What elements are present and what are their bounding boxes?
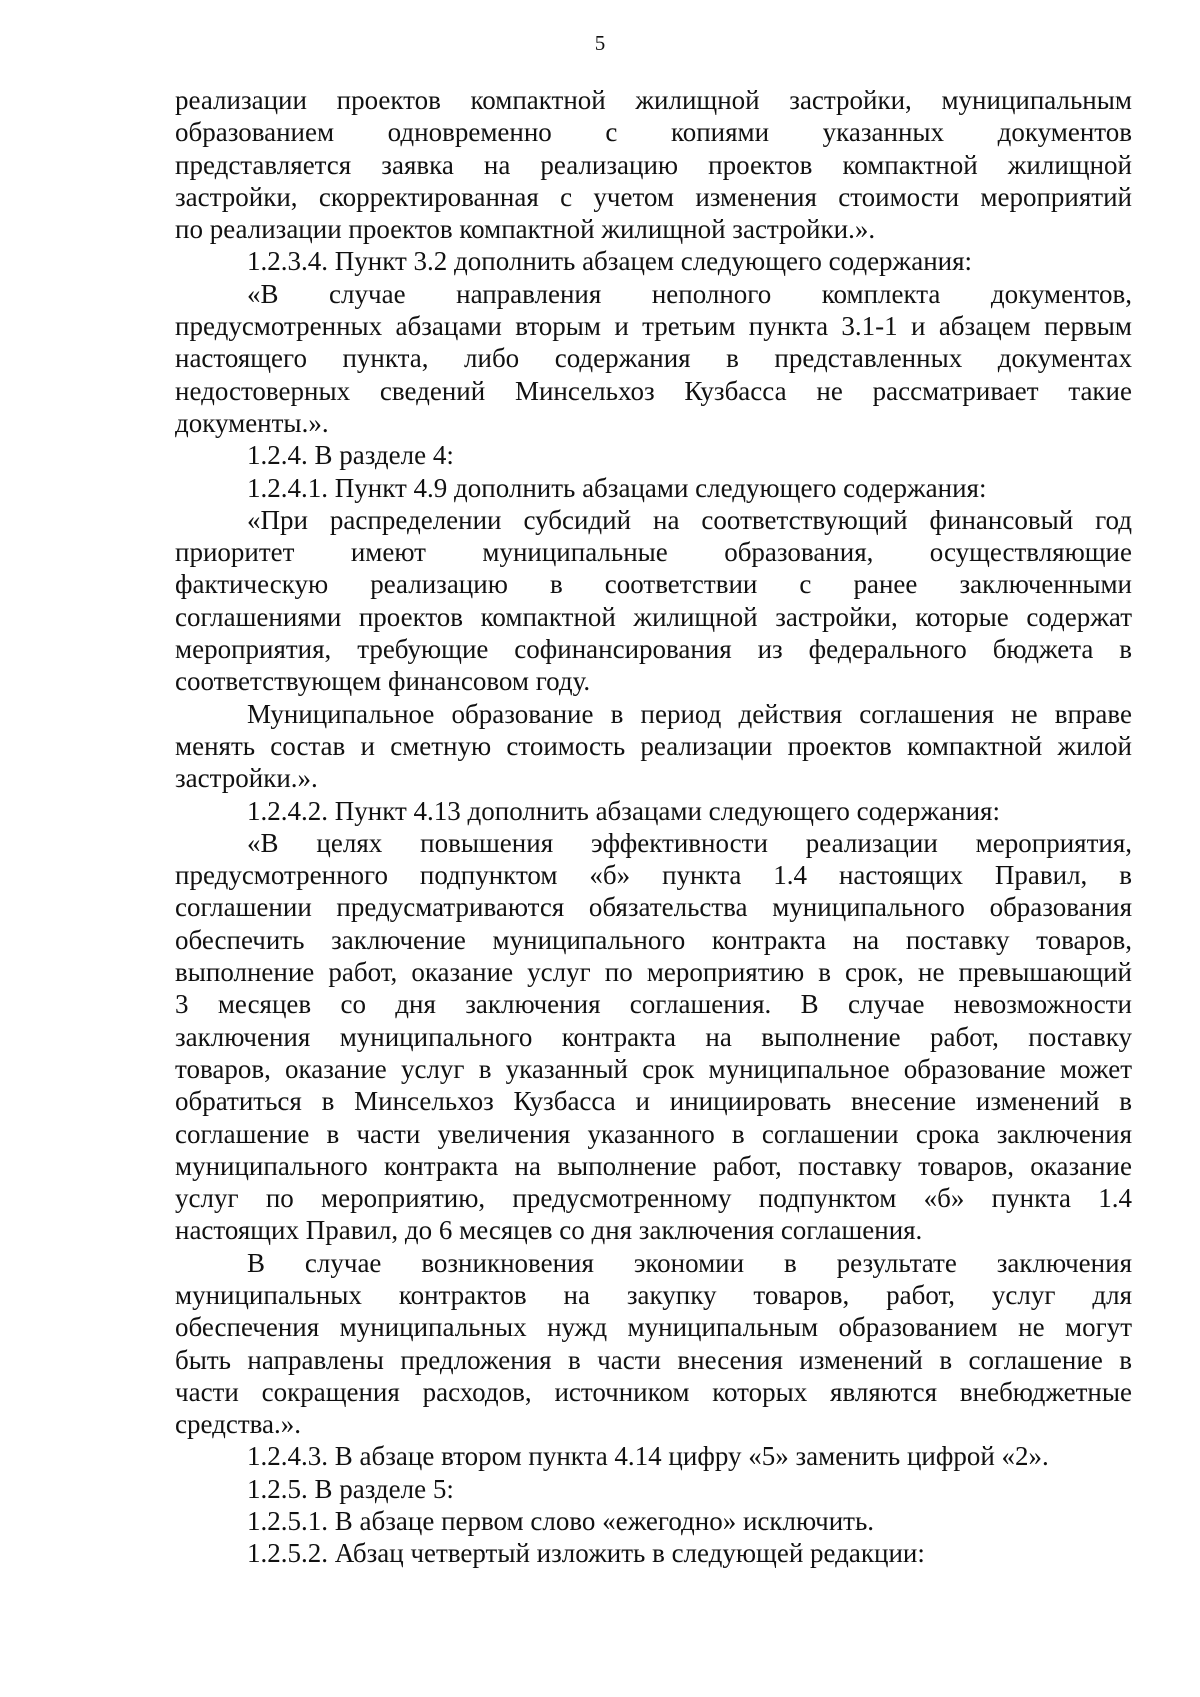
text-line: муниципального контракта на выполнение работ, поставку товаров, оказание xyxy=(175,1150,1132,1181)
text-line: приоритет имеют муниципальные образования, осуществляющие xyxy=(175,537,1132,568)
text-line: недостоверных сведений Минсельхоз Кузбасса не рассматривает такие xyxy=(175,375,1132,406)
text-line: части сокращения расходов, источником которых являются внебюджетные xyxy=(175,1376,1132,1407)
text-line: соглашении предусматриваются обязательства муниципального образования xyxy=(175,892,1132,923)
text-line: В случае возникновения экономии в результате заключения xyxy=(247,1247,1132,1278)
text-line: «В целях повышения эффективности реализации мероприятия, xyxy=(247,827,1132,858)
text-line: выполнение работ, оказание услуг по мероприятию в срок, не превышающий xyxy=(175,957,1132,988)
text-line: фактическую реализацию в соответствии с ранее заключенными xyxy=(175,569,1132,600)
text-line: 3 месяцев со дня заключения соглашения. В случае невозможности xyxy=(175,989,1132,1020)
text-line: муниципальных контрактов на закупку товаров, работ, услуг для xyxy=(175,1279,1132,1310)
text-line: «При распределении субсидий на соответствующий финансовый год xyxy=(247,504,1132,535)
text-line: по реализации проектов компактной жилищной застройки.». xyxy=(175,214,876,245)
text-line: представляется заявка на реализацию проектов компактной жилищной xyxy=(175,149,1132,180)
text-line: 1.2.5.2. Абзац четвертый изложить в следующей редакции: xyxy=(247,1538,925,1569)
text-line: реализации проектов компактной жилищной застройки, муниципальным xyxy=(175,85,1132,115)
text-line: 1.2.3.4. Пункт 3.2 дополнить абзацем следующего содержания: xyxy=(247,246,973,277)
text-line: заключения муниципального контракта на выполнение работ, поставку xyxy=(175,1021,1132,1052)
text-line: быть направлены предложения в части внесения изменений в соглашение в xyxy=(175,1344,1132,1375)
text-line: 1.2.4.2. Пункт 4.13 дополнить абзацами следующего содержания: xyxy=(247,795,1000,826)
document-body xyxy=(175,84,1132,1570)
text-line: менять состав и сметную стоимость реализации проектов компактной жилой xyxy=(175,730,1132,761)
text-line: 1.2.5.1. В абзаце первом слово «ежегодно» исключить. xyxy=(247,1506,875,1537)
text-line: застройки, скорректированная с учетом изменения стоимости мероприятий xyxy=(175,181,1132,212)
text-line: настоящих Правил, до 6 месяцев со дня заключения соглашения. xyxy=(175,1215,923,1246)
text-line: предусмотренных абзацами вторым и третьим пункта 3.1-1 и абзацем первым xyxy=(175,311,1132,342)
text-line: услуг по мероприятию, предусмотренному подпунктом «б» пункта 1.4 xyxy=(175,1183,1132,1214)
text-line: 1.2.4. В разделе 4: xyxy=(247,440,454,471)
text-line: настоящего пункта, либо содержания в представленных документах xyxy=(175,343,1132,374)
text-line: соответствующем финансовом году. xyxy=(175,666,591,697)
text-line: предусмотренного подпунктом «б» пункта 1.4 настоящих Правил, в xyxy=(175,860,1132,891)
text-line: обеспечить заключение муниципального контракта на поставку товаров, xyxy=(175,924,1132,955)
text-line: соглашение в части увеличения указанного в соглашении срока заключения xyxy=(175,1118,1132,1149)
text-line: «В случае направления неполного комплекта документов, xyxy=(247,278,1132,309)
text-line: 1.2.4.3. В абзаце втором пункта 4.14 цифру «5» заменить цифрой «2». xyxy=(247,1441,1049,1472)
text-line: обратиться в Минсельхоз Кузбасса и инициировать внесение изменений в xyxy=(175,1086,1132,1117)
text-line: соглашениями проектов компактной жилищной застройки, которые содержат xyxy=(175,601,1132,632)
text-line: Муниципальное образование в период действия соглашения не вправе xyxy=(247,698,1132,729)
text-line: застройки.». xyxy=(175,763,318,794)
text-line: образованием одновременно с копиями указанных документов xyxy=(175,117,1132,148)
text-line: товаров, оказание услуг в указанный срок муниципальное образование может xyxy=(175,1053,1132,1084)
text-line: обеспечения муниципальных нужд муниципальным образованием не могут xyxy=(175,1312,1132,1343)
text-line: 1.2.5. В разделе 5: xyxy=(247,1473,454,1504)
text-line: документы.». xyxy=(175,407,329,438)
text-line: мероприятия, требующие софинансирования из федерального бюджета в xyxy=(175,634,1132,665)
page-number: 5 xyxy=(594,31,606,55)
text-line: средства.». xyxy=(175,1409,302,1440)
text-line: 1.2.4.1. Пункт 4.9 дополнить абзацами следующего содержания: xyxy=(247,472,987,503)
